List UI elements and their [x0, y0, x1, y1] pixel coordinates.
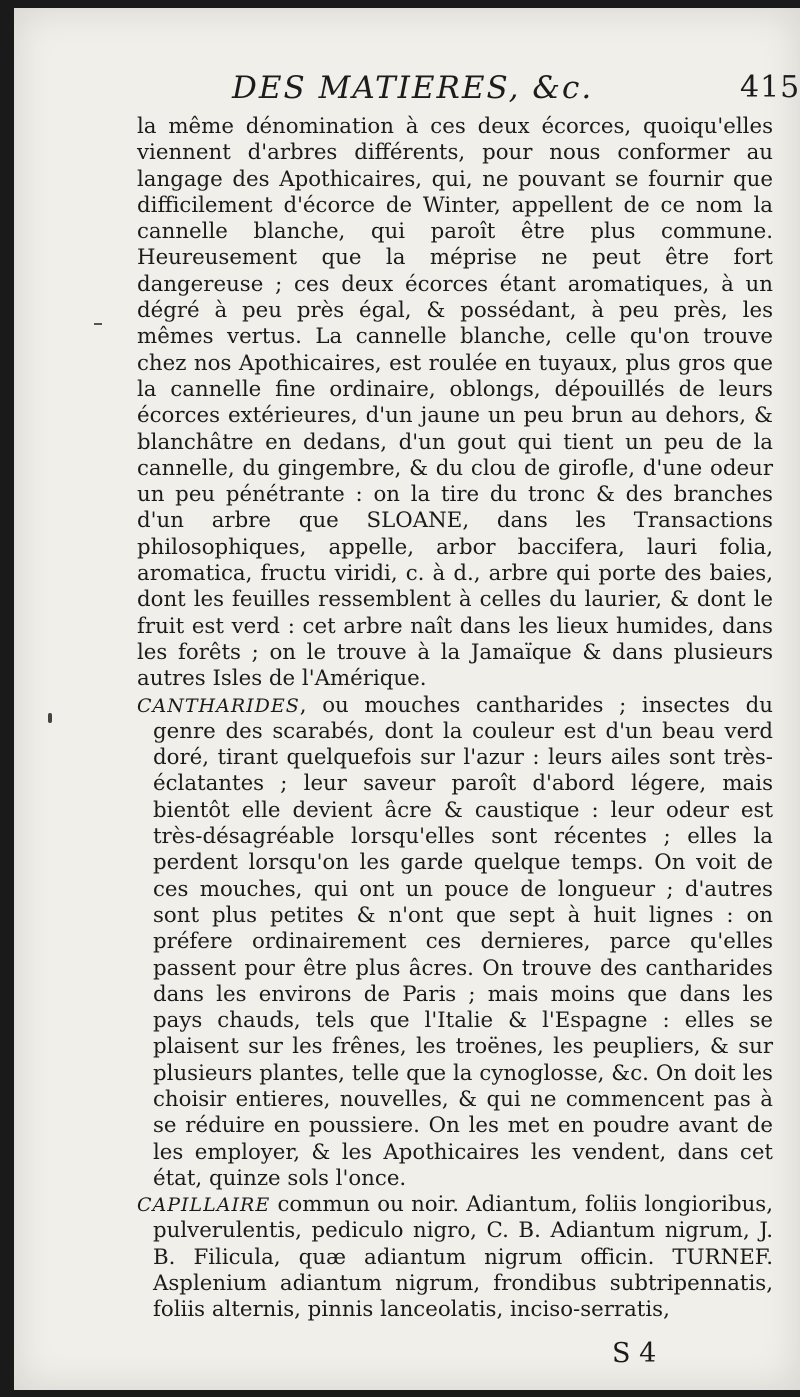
entry-headword: CANTHARIDES [137, 694, 300, 717]
page-body [137, 114, 773, 1324]
entry-cantharides [137, 693, 773, 1193]
book-page [14, 8, 800, 1390]
page-number: 415 [740, 70, 800, 105]
margin-dash [94, 323, 102, 325]
entry-text: , ou mouches cantharides ; insectes du genre des scarabés, dont la couleur est d'un beau verd doré, tirant quelquefois sur l'azur : leurs ailes sont très-éclatantes ; leur saveur paroît d'abord légere, mais bientôt elle devient âcre & caustique : leur odeur est très-désagréable lorsqu'elles sont récentes ; elles la perdent lorsqu'on les garde quelque temps. On voit de ces mouches, qui ont un pouce de longueur ; d'autres sont plus petites & n'ont que sept à huit lignes : on préfere ordinairement ces dernieres, parce qu'elles passent pour être plus âcres. On trouve des cantharides dans les environs de Paris ; mais moins que dans les pays chauds, tels que l'Italie & l'Espagne : elles se plaisent sur les frênes, les troënes, les peupliers, & sur plusieurs plantes, telle que la cynoglosse, &c. On doit les choisir entieres, nouvelles, & qui ne commencent pas à se réduire en poussiere. On les met en poudre avant de les employer, & les Apothicaires les vendent, dans cet état, quinze sols l'once. [153, 692, 773, 1191]
running-header [232, 70, 800, 106]
signature-mark: S 4 [612, 1338, 657, 1369]
entry-capillaire [137, 1192, 773, 1323]
header-title: DES MATIERES, &c. [232, 70, 594, 106]
entry-text: commun ou noir. Adiantum, foliis longioribus, pulverulentis, pediculo nigro, C. B. Adiantum nigrum, J. B. Filicula, quæ adiantum nigrum officin. TURNEF. Asplenium adiantum nigrum, frondibus subtripennatis, foliis alternis, pinnis lanceolatis, inciso-serratis, [153, 1192, 773, 1323]
continued-paragraph: la même dénomination à ces deux écorces, quoiqu'elles viennent d'arbres différents, pour nous conformer au langage des Apothicaires, qui, ne pouvant se fournir que difficilement d'écorce de Winter, appellent de ce nom la cannelle blanche, qui paroît être plus commune. Heureusement que la méprise ne peut être fort dangereuse ; ces deux écorces étant aromatiques, à un dégré à peu près égal, & possédant, à peu près, les mêmes vertus. La cannelle blanche, celle qu'on trouve chez nos Apothicaires, est roulée en tuyaux, plus gros que la cannelle fine ordinaire, oblongs, dépouillés de leurs écorces extérieures, d'un jaune un peu brun au dehors, & blanchâtre en dedans, d'un gout qui tient un peu de la cannelle, du gingembre, & du clou de girofle, d'une odeur un peu pénétrante : on la tire du tronc & des branches d'un arbre que SLOANE, dans les Transactions philosophiques, appelle, arbor baccifera, lauri folia, aromatica, fructu viridi, c. à d., arbre qui porte des baies, dont les feuilles ressemblent à celles du laurier, & dont le fruit est verd : cet arbre naît dans les lieux humides, dans les forêts ; on le trouve à la Jamaïque & dans plusieurs autres Isles de l'Amérique. [137, 114, 773, 692]
entry-headword: CAPILLAIRE [137, 1194, 271, 1217]
margin-mark [48, 713, 52, 723]
